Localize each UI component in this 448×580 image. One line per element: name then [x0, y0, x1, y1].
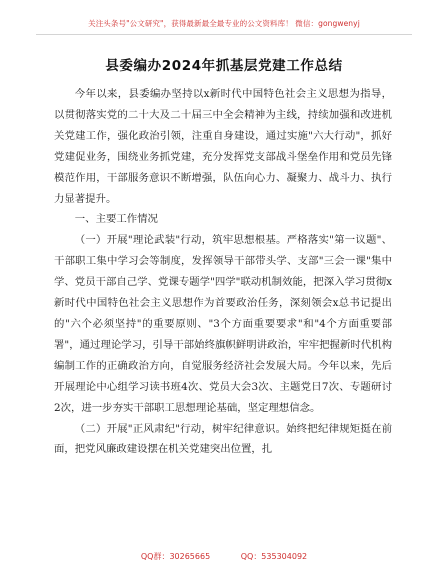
header-divider [36, 34, 412, 35]
section-heading: 一、主要工作情况 [74, 213, 158, 226]
footer-qq-group: QQ群：30265665 [140, 552, 211, 561]
body-paragraph-2: （二）开展"正风肃纪"行动，树牢纪律意识。始终把纪律规矩挺在前面，把党风廉政建设摆在机关党建突出位置，扎 [54, 422, 392, 456]
header-banner: 关注头条号"公文研究"，获得最新最全最专业的公文资料库！ 微信：gongwenyj [88, 19, 360, 28]
document-body [54, 84, 392, 460]
footer-qq: QQ：535304092 [240, 552, 308, 561]
document-title: 县委编办2024年抓基层党建工作总结 [105, 58, 343, 74]
body-paragraph-1: （一）开展"理论武装"行动，筑牢思想根基。严格落实"第一议题"、干部职工集中学习会等制度，发挥领导干部带头学、支部"三会一课"集中学、党员干部自己学、党课专题学"四学"联动机制效能，把深入学习贯彻x新时代中国特色社会主义思想作为首要政治任务，深刻领会x总书记提出的"六个必须坚持"的重要原则、"3个方面重要要求"和"4个方面重要部署"，通过理论学习，引导干部始终旗帜鲜明讲政治，牢牢把握新时代机构编制工作的正确政治方向，自觉服务经济社会发展大局。今年以来，先后开展理论中心组学习读书班4次、党员大会3次、主题党日7次、专题研讨2次，进一步夯实干部职工思想理论基础，坚定理想信念。 [54, 234, 392, 414]
footer [0, 551, 448, 562]
intro-paragraph: 今年以来，县委编办坚持以x新时代中国特色社会主义思想为指导，以贯彻落实党的二十大及二十届三中全会精神为主线，持续加强和改进机关党建工作，强化政治引领，注重自身建设，通过实施"六大行动"，抓好党建促业务，围绕业务抓党建，充分发挥党支部战斗堡垒作用和党员先锋模范作用，干部服务意识不断增强，队伍向心力、凝聚力、战斗力、执行力显著提升。 [54, 88, 392, 205]
